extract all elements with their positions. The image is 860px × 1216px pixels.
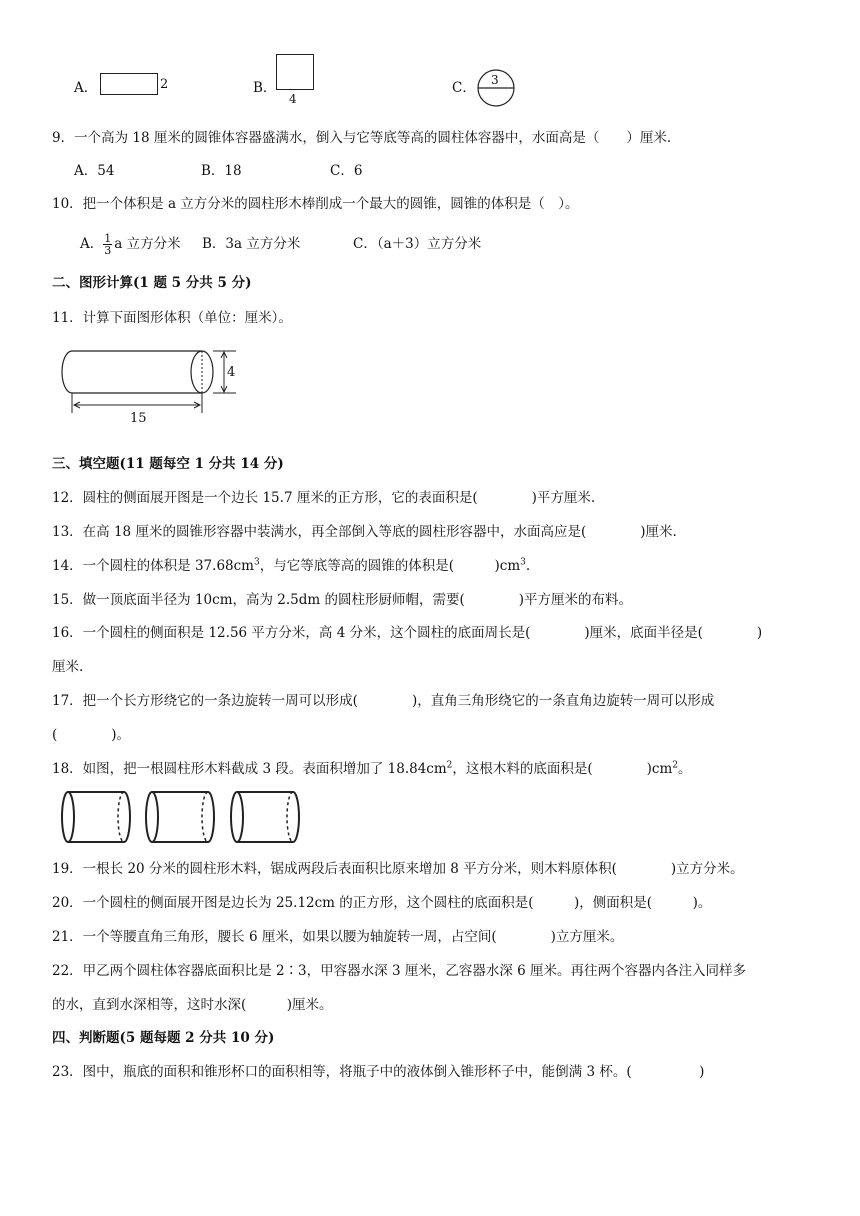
q9-text: 9．一个高为 18 厘米的圆锥体容器盛满水，倒入与它等底等高的圆柱体容器中，水面高是（ ）厘米. bbox=[52, 130, 672, 146]
q8-option-b bbox=[253, 79, 276, 97]
q23-text: 23．图中，瓶底的面积和锥形杯口的面积相等，将瓶子中的液体倒入锥形杯子中，能倒满 3 杯。( ) bbox=[52, 1064, 705, 1080]
q21-text: 21．一个等腰直角三角形，腰长 6 厘米，如果以腰为轴旋转一周，占空间( )立方厘米。 bbox=[52, 929, 624, 945]
q12-text: 12．圆柱的侧面展开图是一个边长 15.7 厘米的正方形，它的表面积是( )平方厘米. bbox=[52, 490, 596, 506]
q8-option-b-label: B． bbox=[253, 80, 277, 96]
q14-text bbox=[52, 557, 530, 575]
q14-sup-2: 3 bbox=[520, 557, 526, 568]
q9-option-a: A．54 bbox=[74, 163, 115, 179]
q15-text: 15．做一顶底面半径为 10cm，高为 2.5dm 的圆柱形厨师帽，需要( )平方厘米的布料。 bbox=[52, 592, 633, 608]
q10-text: 10．把一个体积是 a 立方分米的圆柱形木棒削成一个最大的圆锥，圆锥的体积是（ ）。 bbox=[52, 196, 579, 212]
q10-option-a-rest: a 立方分米 bbox=[114, 236, 181, 252]
q18-text-mid: ，这根木料的底面积是( )cm bbox=[452, 761, 673, 777]
q14-sup-1: 3 bbox=[253, 557, 260, 568]
q9-option-b: B．18 bbox=[201, 163, 242, 179]
q16-line2: 厘米. bbox=[52, 659, 84, 675]
q19-text: 19．一根长 20 分米的圆柱形木料，锯成两段后表面积比原来增加 8 平方分米，则木料原体积( )立方分米。 bbox=[52, 861, 744, 877]
q14-text-pre: 14．一个圆柱的体积是 37.68cm bbox=[52, 558, 254, 574]
q18-sup-2: 2 bbox=[672, 760, 679, 771]
q8-option-c bbox=[452, 79, 476, 97]
section-3-title: 三、填空题(11 题每空 1 分共 14 分) bbox=[52, 456, 284, 472]
q18-text-post: 。 bbox=[678, 761, 692, 777]
q16-line1: 16．一个圆柱的侧面积是 12.56 平方分米，高 4 分米，这个圆柱的底面周长是( )厘米，底面半径是( ) bbox=[52, 625, 763, 641]
q11-text: 11．计算下面图形体积（单位：厘米）。 bbox=[52, 310, 292, 326]
q17-line2: ( )。 bbox=[52, 727, 131, 743]
cylinder-piece-2 bbox=[146, 792, 214, 842]
section-2-title: 二、图形计算(1 题 5 分共 5 分) bbox=[52, 275, 252, 291]
q11-length-label: 15 bbox=[130, 411, 147, 426]
q17-line1: 17．把一个长方形绕它的一条边旋转一周可以形成( )，直角三角形绕它的一条直角边旋转一周可以形成 bbox=[52, 693, 715, 709]
q10-fraction bbox=[103, 233, 112, 256]
q9-option-c: C．6 bbox=[330, 163, 363, 179]
q14-text-post: . bbox=[525, 558, 531, 574]
cylinder-piece-3 bbox=[231, 792, 299, 842]
q13-text: 13．在高 18 厘米的圆锥形容器中装满水，再全部倒入等底的圆柱形容器中，水面高应是( )厘米. bbox=[52, 524, 677, 540]
q10-fraction-denominator: 3 bbox=[104, 244, 112, 257]
section-4-title: 四、判断题(5 题每题 2 分共 10 分) bbox=[52, 1030, 275, 1046]
q10-option-a-label: A． bbox=[80, 236, 104, 252]
q10-option-c: C．（a＋3）立方分米 bbox=[353, 236, 482, 252]
q18-text-pre: 18．如图，把一根圆柱形木料截成 3 段。表面积增加了 18.84cm bbox=[52, 761, 447, 777]
q11-cylinder-figure bbox=[56, 343, 246, 428]
q18-sup-1: 2 bbox=[446, 760, 453, 771]
q8-option-a-dim: 2 bbox=[160, 77, 169, 92]
q8-square-figure bbox=[276, 54, 314, 90]
q22-line1: 22．甲乙两个圆柱体容器底面积比是 2∶3，甲容器水深 3 厘米，乙容器水深 6 厘米。再往两个容器内各注入同样多 bbox=[52, 963, 746, 979]
q22-line2: 的水，直到水深相等，这时水深( )厘米。 bbox=[52, 997, 333, 1013]
q8-option-c-dim: 3 bbox=[491, 73, 499, 87]
q8-option-a bbox=[74, 79, 97, 97]
q8-option-c-label: C． bbox=[452, 80, 476, 96]
q18-text bbox=[52, 760, 692, 778]
q10-fraction-numerator: 1 bbox=[104, 232, 112, 245]
q20-text: 20．一个圆柱的侧面展开图是边长为 25.12cm 的正方形，这个圆柱的底面积是( )，侧面积是( )。 bbox=[52, 895, 712, 911]
q18-three-cylinders-figure bbox=[58, 788, 308, 846]
q14-text-mid: ，与它等底等高的圆锥的体积是( )cm bbox=[259, 558, 521, 574]
q10-option-b: B．3a 立方分米 bbox=[202, 236, 301, 252]
q8-option-b-dim: 4 bbox=[289, 92, 297, 106]
cylinder-piece-1 bbox=[62, 792, 130, 842]
q11-diameter-label: 4 bbox=[227, 365, 236, 380]
q8-rectangle-figure bbox=[100, 73, 158, 95]
q8-option-a-label: A． bbox=[74, 80, 98, 96]
q10-option-a bbox=[80, 232, 181, 256]
